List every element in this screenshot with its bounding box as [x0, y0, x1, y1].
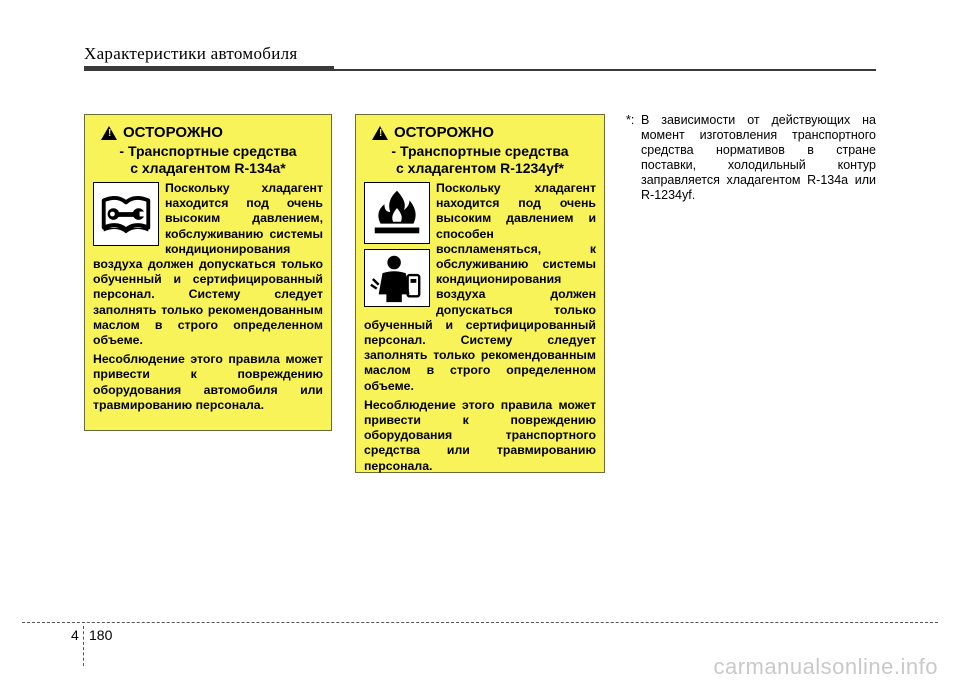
warning-paragraph: Несоблюдение этого правила может привести к повреждению оборудования автомобиля или травмированию персонала. [93, 352, 323, 412]
page-header-title: Характеристики автомобиля [84, 44, 298, 63]
warning-title: ОСТОРОЖНО [394, 124, 494, 141]
warning-title: ОСТОРОЖНО [123, 124, 223, 141]
warning-paragraph: Поскольку хладагент находится под очень высоким давлением и способен воспламеняться, к обслуживанию системы кондиционирования воздуха должен допускаться только обученный и сертифицированный персонал. Систему следует заполнять только рекомендованным маслом в строго определенном объеме. [364, 181, 596, 393]
warning-paragraph: Несоблюдение этого правила может привести к повреждению оборудования транспортного средства или травмированию персонала. [364, 397, 596, 473]
footnote-marker: *: [626, 113, 635, 127]
chapter-number: 4 [71, 627, 79, 643]
warning-subtitle: - Транспортные средства с хладагентом R-1234yf* [391, 143, 569, 177]
header-rule-thin [334, 69, 876, 71]
warning-box-r134a [84, 114, 332, 431]
footnote [626, 113, 876, 203]
warning-box-r1234yf [355, 114, 605, 473]
watermark: carmanualsonline.info [713, 654, 938, 679]
footer-rule [22, 622, 938, 623]
warning-header [85, 125, 331, 177]
footnote-text: В зависимости от действующих на момент изготовления транспортного средства нормативов в стране поставки, холодильный контур заправляется хладагентом R-134a или R-1234yf. [641, 113, 876, 202]
warning-body [93, 181, 323, 413]
page-number: 180 [89, 627, 113, 643]
header-rule-thick [84, 66, 334, 71]
warning-triangle-icon: ! [101, 126, 117, 140]
warning-header [356, 125, 604, 177]
warning-body [364, 181, 596, 474]
warning-triangle-icon: ! [372, 126, 388, 140]
warning-subtitle: - Транспортные средства с хладагентом R-134a* [119, 143, 297, 177]
footer-divider [83, 626, 84, 666]
warning-paragraph: Поскольку хладагент находится под очень высоким давлением, кобслуживанию системы кондиционирования воздуха должен допускаться только обученный и сертифицированный персонал. Систему следует заполнять только рекомендованным маслом в строго определенном объеме. [93, 181, 323, 348]
